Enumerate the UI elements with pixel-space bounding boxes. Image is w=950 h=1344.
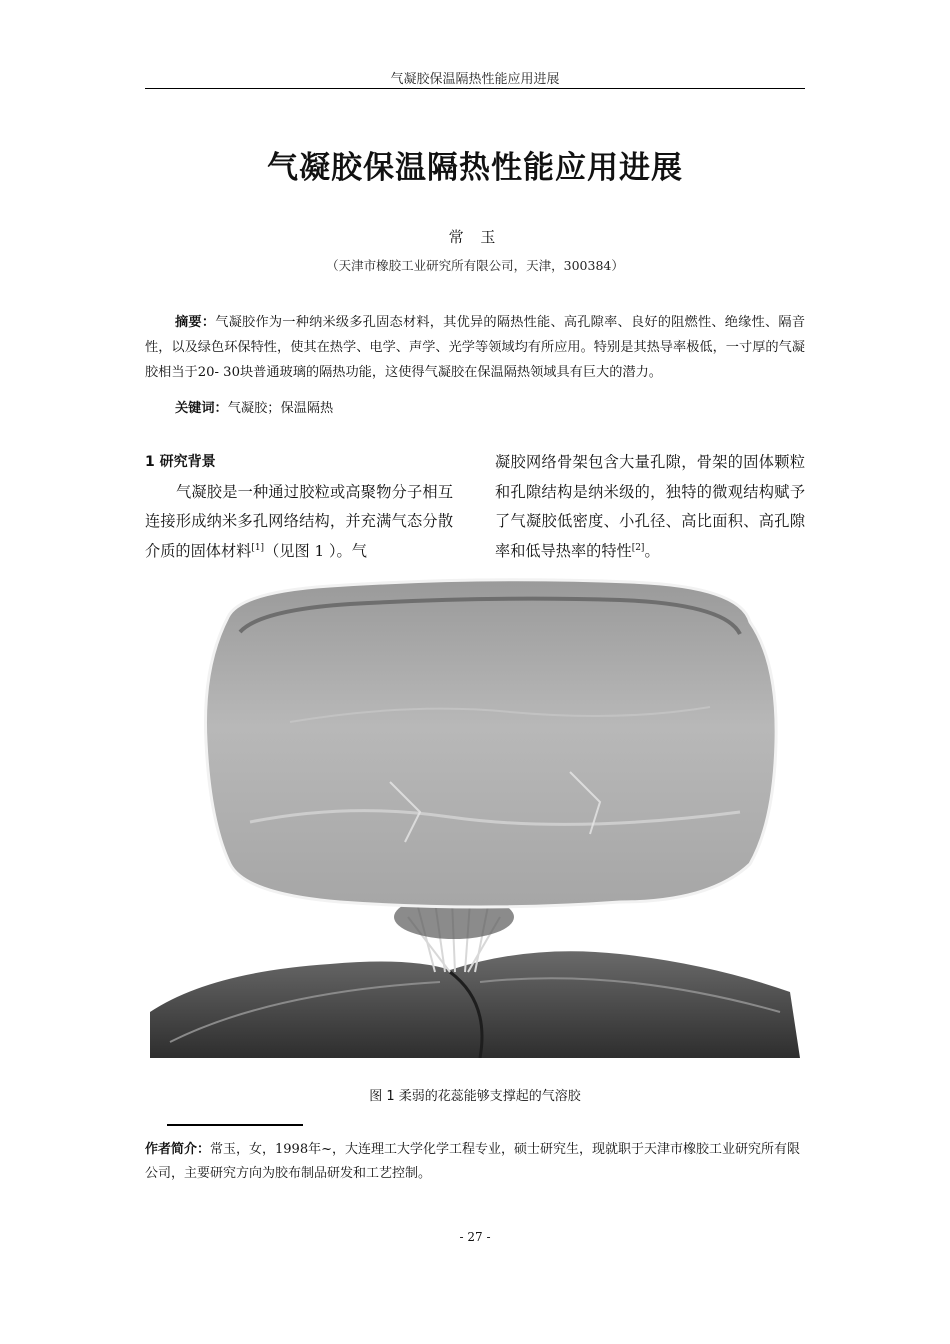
column-right xyxy=(495,448,805,566)
footnote-text: 常玉，女，1998年~，大连理工大学化学工程专业，硕士研究生，现就职于天津市橡胶工业研究所有限公司，主要研究方向为胶布制品研发和工艺控制。 xyxy=(145,1142,800,1181)
footnote-rule xyxy=(167,1124,303,1126)
running-header: 气凝胶保温隔热性能应用进展 xyxy=(390,72,560,87)
author-footnote xyxy=(145,1138,805,1186)
citation-2: [2] xyxy=(631,542,645,553)
body-text: 气凝胶是一种通过胶粒或高聚物分子相互连接形成纳米多孔网络结构，并充满气态分散介质的固体材料 xyxy=(145,482,453,560)
aerogel-block xyxy=(205,580,776,907)
abstract xyxy=(145,310,805,385)
keywords-label: 关键词： xyxy=(175,401,228,416)
figure-aerogel-on-flower xyxy=(150,572,800,1058)
body-text-tail: 。 xyxy=(644,541,660,560)
column-left xyxy=(145,448,453,566)
body-text-tail: （见图 1 ）。气 xyxy=(264,541,367,560)
paper-title: 气凝胶保温隔热性能应用进展 xyxy=(267,150,683,186)
body-paragraph-left xyxy=(145,478,453,567)
author-name: 常 玉 xyxy=(448,228,502,246)
body-paragraph-right xyxy=(495,448,805,566)
abstract-text: 气凝胶作为一种纳米级多孔固态材料，其优异的隔热性能、高孔隙率、良好的阻燃性、绝缘性、隔音性，以及绿色环保特性，使其在热学、电学、声学、光学等领域均有所应用。特别是其热导率极低，一寸厚的气凝胶相当于20- 30块普通玻璃的隔热功能，这使得气凝胶在保温隔热领域具有巨大的潜力。 xyxy=(145,315,806,380)
keywords-text: 气凝胶；保温隔热 xyxy=(227,401,334,416)
citation-1: [1] xyxy=(251,542,265,553)
keywords xyxy=(175,397,333,416)
page-number: - 27 - xyxy=(459,1230,491,1244)
footnote-label: 作者简介： xyxy=(145,1142,211,1157)
header-rule xyxy=(145,88,805,89)
figure-caption: 图 1 柔弱的花蕊能够支撑起的气溶胶 xyxy=(369,1089,581,1104)
author-affiliation: （天津市橡胶工业研究所有限公司，天津，300384） xyxy=(326,258,624,273)
body-text: 凝胶网络骨架包含大量孔隙，骨架的固体颗粒和孔隙结构是纳米级的，独特的微观结构赋予了气凝胶低密度、小孔径、高比面积、高孔隙率和低导热率的特性 xyxy=(495,453,805,560)
abstract-label: 摘要： xyxy=(175,315,216,330)
section-heading: 1 研究背景 xyxy=(145,454,216,470)
